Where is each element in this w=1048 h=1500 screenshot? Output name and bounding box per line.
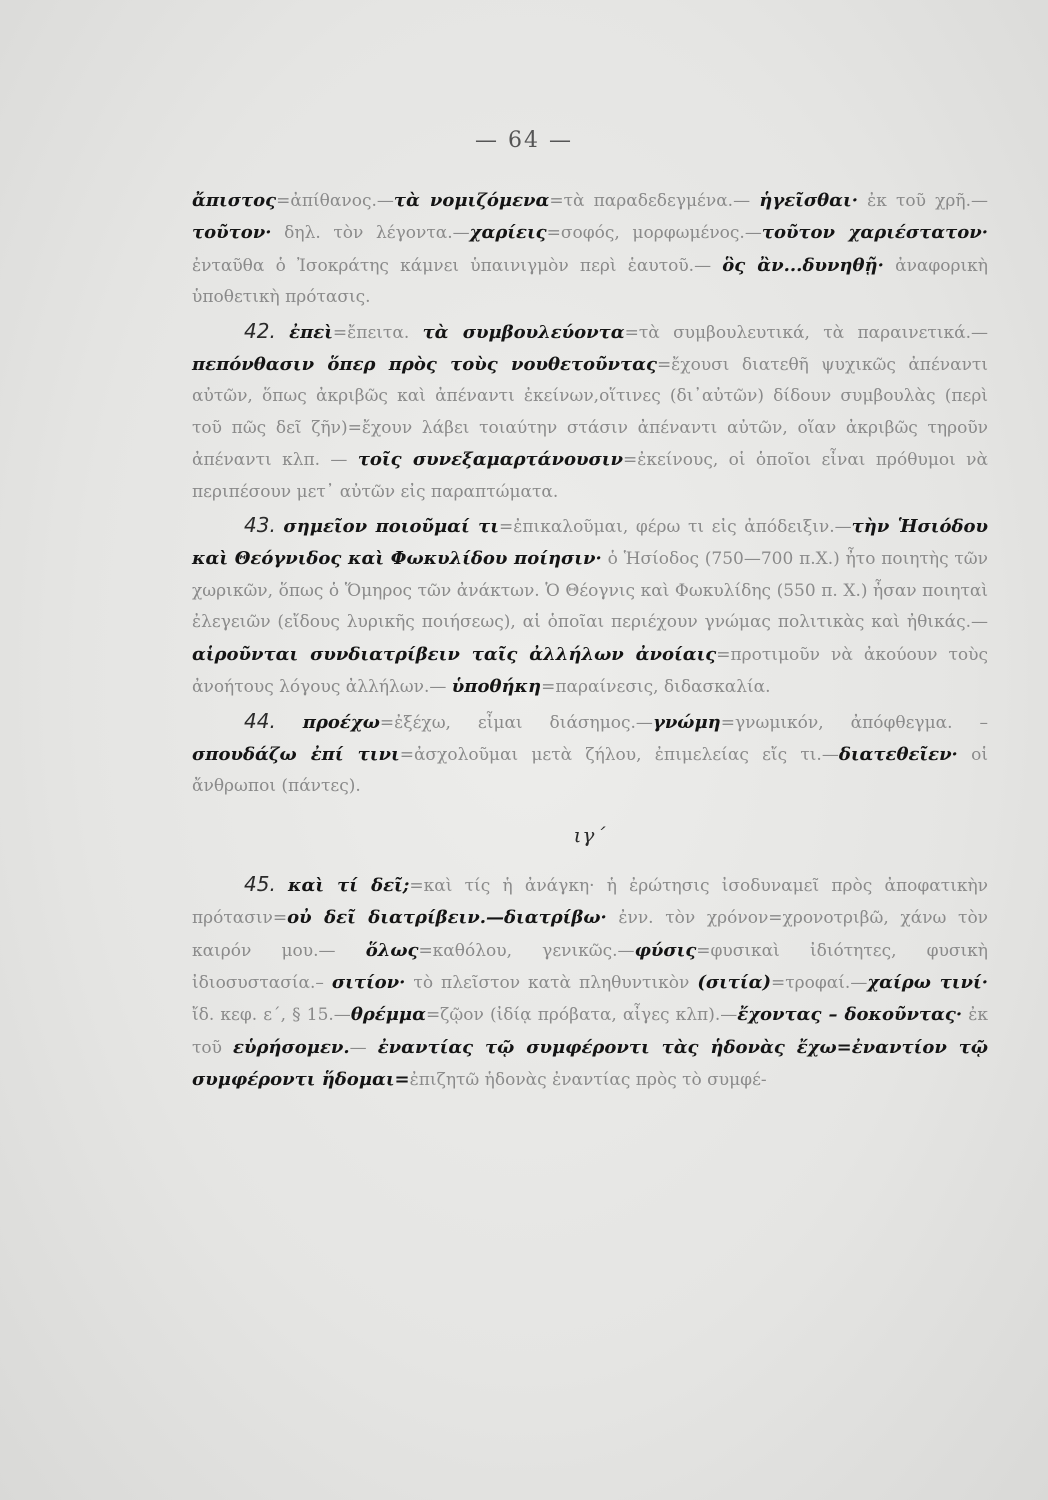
lemma: καὶ τί δεῖ; [288, 874, 410, 896]
paragraph-44 [192, 706, 988, 803]
paragraph-number: 42. [244, 318, 276, 343]
gloss: =τροφαί.— [771, 972, 868, 993]
lemma: προέχω [302, 711, 380, 733]
lemma: τὰ νομιζόμενα [393, 190, 550, 211]
section-heading: ιγ´ [573, 822, 607, 847]
gloss: =ἀσχολοῦμαι μετὰ ζήλου, ἐπιμελείας εἴς τι.— [399, 744, 839, 765]
lemma: σιτίον· [331, 971, 406, 993]
lemma: τοῦτον χαριέστατον· [761, 222, 988, 244]
lemma: θρέμμα [350, 1004, 426, 1026]
paragraph-42 [192, 316, 988, 508]
gloss: =φυσικαὶ ἰδιότητες, φυσικὴ ἰδιοσυστασία.– [192, 940, 988, 993]
paragraph-45 [192, 869, 988, 1097]
gloss: =ἐξέχω, εἶμαι διάσημος.— [379, 712, 653, 733]
gloss: =παραίνεσις, διδασκαλία. [541, 677, 771, 698]
lemma: χαρίεις [469, 222, 547, 244]
gloss: τὸ πλεῖστον κατὰ πληθυντικὸν [405, 972, 698, 993]
lemma: αἱροῦνται συνδιατρίβειν ταῖς ἀλλήλων ἀνοίαις [192, 643, 717, 665]
gloss: ἀναφορικὴ ὑποθετικὴ πρότασις. [192, 255, 988, 308]
gloss: =τὰ παραδεδεγμένα.— [549, 191, 760, 211]
lemma: σημεῖον ποιοῦμαί τι [283, 516, 499, 538]
lemma: ἡγεῖσθαι· [759, 190, 858, 211]
gloss: ἐκ τοῦ χρῆ.— [857, 191, 989, 211]
gloss: ἐνν. τὸν χρόνον=χρονοτριβῶ, χάνω τὸν καιρόν μου.— [192, 908, 989, 961]
lemma: διατεθεῖεν· [838, 743, 958, 765]
gloss: =καθόλου, γενικῶς.— [418, 940, 635, 961]
lemma: ἐναντίας τῷ συμφέροντι τὰς ἡδονὰς ἔχω=ἐναντίον τῷ συμφέροντι ἥδομαι= [192, 1036, 988, 1091]
gloss: ἐπιζητῶ ἡδονὰς ἐναντίας πρὸς τὸ συμφέ- [409, 1070, 767, 1091]
lemma: σπουδάζω ἐπί τινι [192, 743, 400, 765]
gloss: ἴδ. κεφ. ε´, § 15.— [192, 1005, 351, 1026]
gloss: =ἀπίθανος.— [276, 191, 394, 211]
lemma: (σιτία) [697, 971, 771, 993]
gloss: =ἔπειτα. [332, 322, 423, 343]
lemma: τοῖς συνεξαμαρτάνουσιν [357, 449, 623, 471]
gloss: — [349, 1037, 378, 1058]
paragraph-number: 45. [244, 871, 276, 896]
lemma: ὃς ἂν...δυνηθῇ· [722, 254, 884, 276]
commentary-text [192, 185, 988, 1097]
gloss: ἐκ τοῦ [192, 1005, 988, 1058]
gloss: =ζῷον (ἰδίᾳ πρόβατα, αἶγες κλπ).— [425, 1005, 738, 1026]
lemma: ἐπεὶ [289, 321, 333, 343]
lemma: ἔχοντας – δοκοῦντας· [737, 1004, 963, 1026]
gloss: =σοφός, μορφωμένος.— [546, 223, 762, 244]
page-number: — 64 — [475, 128, 573, 153]
paragraph-number: 44. [244, 708, 276, 733]
lemma: φύσις [634, 939, 697, 961]
gloss: οἱ ἄνθρωποι (πάντες). [192, 744, 988, 797]
gloss: =καὶ τίς ἡ ἀνάγκη· ἡ ἐρώτησις ἰσοδυναμεῖ πρὸς ἀποφατικὴν πρότασιν= [192, 875, 989, 929]
lemma: εὑρήσομεν. [233, 1036, 350, 1058]
gloss: =ἔχουσι διατεθῆ ψυχικῶς ἀπέναντι αὐτῶν, ὅπως ἀκριβῶς καὶ ἀπέναντι ἐκείνων,οἵτινες (δι᾽αὐτῶν) δίδουν συμβουλὰς (περὶ τοῦ πῶς δεῖ ζῆν)=ἔχουν λάβει τοιαύτην στάσιν ἀπέναντι αὐτῶν, οἵαν ἀκριβῶς τηροῦν ἀπέναντι κλπ. — [192, 355, 989, 471]
lemma: γνώμη [652, 711, 721, 733]
lemma: τοῦτον· [192, 222, 272, 244]
paragraph-43 [192, 510, 988, 703]
paragraph-continuation [192, 185, 988, 314]
lemma: ὑποθήκη [451, 676, 542, 698]
gloss: ἐνταῦθα ὁ Ἰσοκράτης κάμνει ὑπαινιγμὸν περὶ ἑαυτοῦ.— [192, 255, 723, 276]
gloss: δηλ. τὸν λέγοντα.— [271, 223, 470, 244]
lemma: χαίρω τινί· [867, 971, 988, 993]
paragraph-number: 43. [244, 513, 276, 538]
gloss: =προτιμοῦν νὰ ἀκούουν τοὺς ἀνοήτους λόγους ἀλλήλων.— [192, 644, 988, 698]
lemma: ὅλως [365, 939, 419, 961]
gloss: =τὰ συμβουλευτικά, τὰ παραινετικά.— [624, 322, 988, 343]
gloss: =ἐπικαλοῦμαι, φέρω τι εἰς ἀπόδειξιν.— [498, 517, 852, 538]
lemma: τὰ συμβουλεύοντα [422, 321, 625, 343]
gloss: =γνωμικόν, ἀπόφθεγμα. – [720, 712, 988, 733]
lemma: τὴν Ἡσιόδου καὶ Θεόγνιδος καὶ Φωκυλίδου ποίησιν· [192, 516, 988, 570]
lemma: οὐ δεῖ διατρίβειν.—διατρίβω· [287, 907, 607, 929]
gloss: =ἐκείνους, οἱ ὁποῖοι εἶναι πρόθυμοι νὰ περιπέσουν μετ᾽ αὐτῶν εἰς παραπτώματα. [192, 450, 988, 502]
lemma: ἄπιστος [192, 190, 277, 211]
lemma: πεπόνθασιν ὅπερ πρὸς τοὺς νουθετοῦντας [192, 354, 657, 376]
gloss: ὁ Ἡσίοδος (750—700 π.Χ.) ἦτο ποιητὴς τῶν χωρικῶν, ὅπως ὁ Ὅμηρος τῶν ἀνάκτων. Ὁ Θέογνις καὶ Φωκυλίδης (550 π. Χ.) ἦσαν ποιηταὶ ἐλεγειῶν (εἴδους λυρικῆς ποιήσεως), αἱ ὁποῖαι περιέχουν γνώμας πολιτικὰς καὶ ἠθικάς.— [192, 549, 988, 633]
